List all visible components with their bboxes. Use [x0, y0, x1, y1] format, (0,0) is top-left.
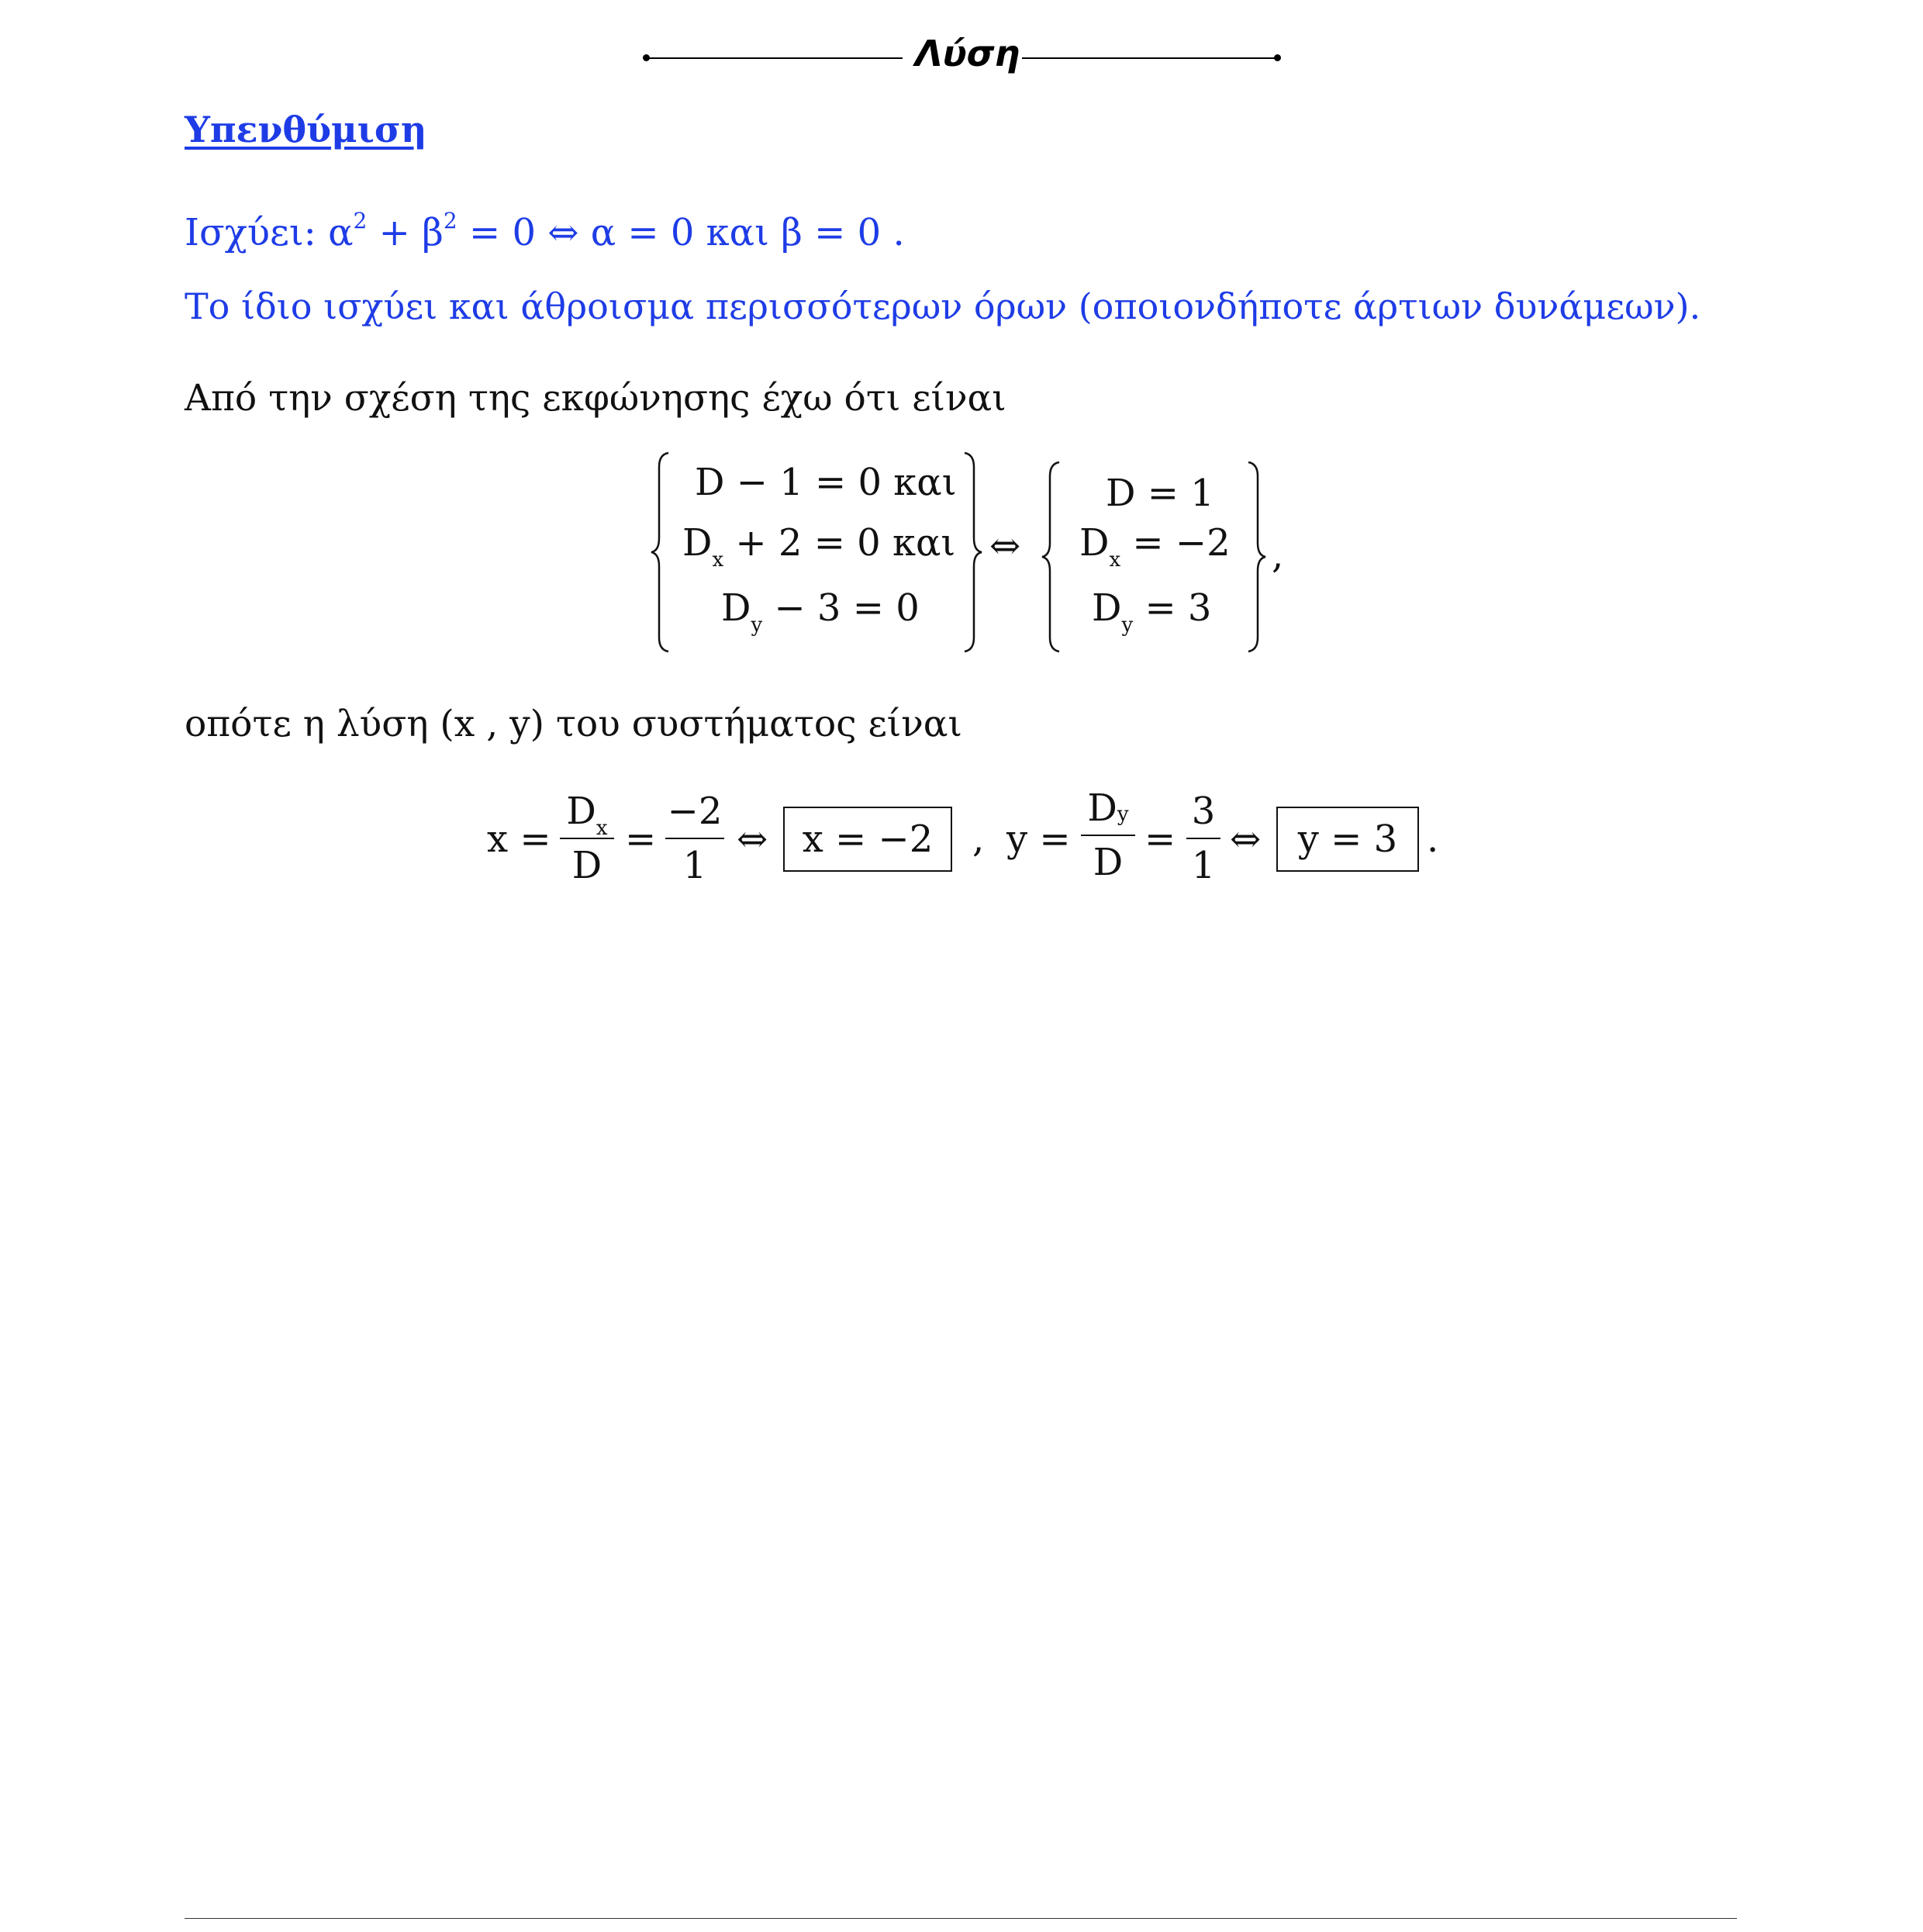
left-system-row-2	[682, 521, 956, 572]
x-fraction-numerator	[560, 790, 614, 840]
x-num-subscript: x	[596, 817, 608, 840]
solution-intro: οπότε η λύση (x , y) του συστήματος είναι	[185, 703, 962, 745]
right-system-row-2	[1079, 521, 1231, 572]
left-row-3-subscript: y	[751, 613, 763, 637]
header-left-rule	[647, 57, 903, 59]
reminder-line-2: Το ίδιο ισχύει και άθροισμα περισσότερων όρων (οποιονδήποτε άρτιων δυνάμεων).	[185, 285, 1701, 327]
alpha-exponent: 2	[353, 208, 368, 233]
x-fraction-values	[665, 790, 724, 887]
y-fraction-cramer	[1081, 786, 1135, 884]
y-fraction-denominator: D	[1093, 841, 1124, 884]
header-right-dot	[1274, 54, 1281, 61]
right-system-row-1: D = 1	[1106, 472, 1214, 515]
left-system-row-3	[721, 586, 920, 637]
y-fraction-values	[1186, 790, 1220, 887]
intro-text: Από την σχέση της εκφώνησης έχω ότι είναι	[185, 377, 1006, 420]
y-values-numerator: 3	[1191, 790, 1216, 833]
beta-exponent: 2	[443, 208, 457, 233]
right-row-3-rest: = 3	[1144, 586, 1212, 630]
system-equivalence: ⇔	[989, 524, 1021, 568]
x-equivalence: ⇔	[737, 817, 768, 861]
header-right-rule	[1022, 57, 1278, 59]
reminder-title: Υπενθύμιση	[185, 109, 427, 150]
plus-symbol: +	[378, 211, 410, 254]
solution-separator-comma: ,	[972, 817, 985, 861]
right-row-3-subscript: y	[1121, 613, 1134, 637]
left-row-2-D: D	[682, 521, 713, 565]
y-equals: y =	[1006, 817, 1071, 861]
x-values-bar	[665, 838, 724, 839]
left-row-3-D: D	[721, 586, 751, 630]
reminder-line-1-prefix: Ισχύει:	[185, 211, 316, 254]
right-row-2-subscript: x	[1109, 548, 1121, 572]
reminder-line-1	[185, 208, 905, 254]
x-fraction-denominator: D	[571, 844, 602, 887]
right-row-2-rest: = −2	[1132, 521, 1231, 565]
header-title: Λύση	[915, 33, 1020, 74]
x-values-denominator: 1	[682, 844, 707, 887]
x-answer-box: x = −2	[783, 807, 952, 872]
left-system-open-brace	[648, 451, 671, 653]
footer-rule	[185, 1918, 1737, 1919]
system-comma: ,	[1272, 534, 1284, 577]
x-num-D: D	[566, 790, 596, 833]
right-system-close-brace	[1245, 461, 1269, 653]
x-fraction-cramer	[560, 790, 614, 887]
x-equals: x =	[487, 817, 551, 861]
y-values-bar	[1186, 838, 1220, 839]
left-system-row-1: D − 1 = 0 και	[695, 461, 957, 504]
y-values-denominator: 1	[1191, 844, 1216, 887]
x-second-equals: =	[625, 817, 657, 861]
y-second-equals: =	[1144, 817, 1176, 861]
right-system-open-brace	[1039, 461, 1062, 653]
y-fraction-bar	[1081, 835, 1135, 836]
y-fraction-numerator	[1081, 786, 1135, 830]
y-num-subscript: y	[1117, 803, 1129, 826]
beta-symbol: β	[422, 211, 444, 254]
left-row-2-rest: + 2 = 0 και	[735, 521, 956, 565]
alpha-symbol: α	[328, 211, 354, 254]
y-equivalence: ⇔	[1230, 817, 1262, 861]
solution-period: .	[1427, 817, 1439, 861]
x-values-numerator: −2	[667, 790, 723, 833]
right-system-row-3	[1092, 586, 1212, 637]
y-answer-box: y = 3	[1276, 807, 1419, 872]
left-row-2-subscript: x	[712, 548, 724, 572]
right-row-3-D: D	[1092, 586, 1122, 630]
left-system-close-brace	[962, 451, 985, 653]
reminder-line-1-rest: = 0 ⇔ α = 0 και β = 0 .	[468, 211, 905, 254]
left-row-3-rest: − 3 = 0	[774, 586, 920, 630]
y-num-D: D	[1087, 786, 1117, 830]
right-row-2-D: D	[1079, 521, 1110, 565]
